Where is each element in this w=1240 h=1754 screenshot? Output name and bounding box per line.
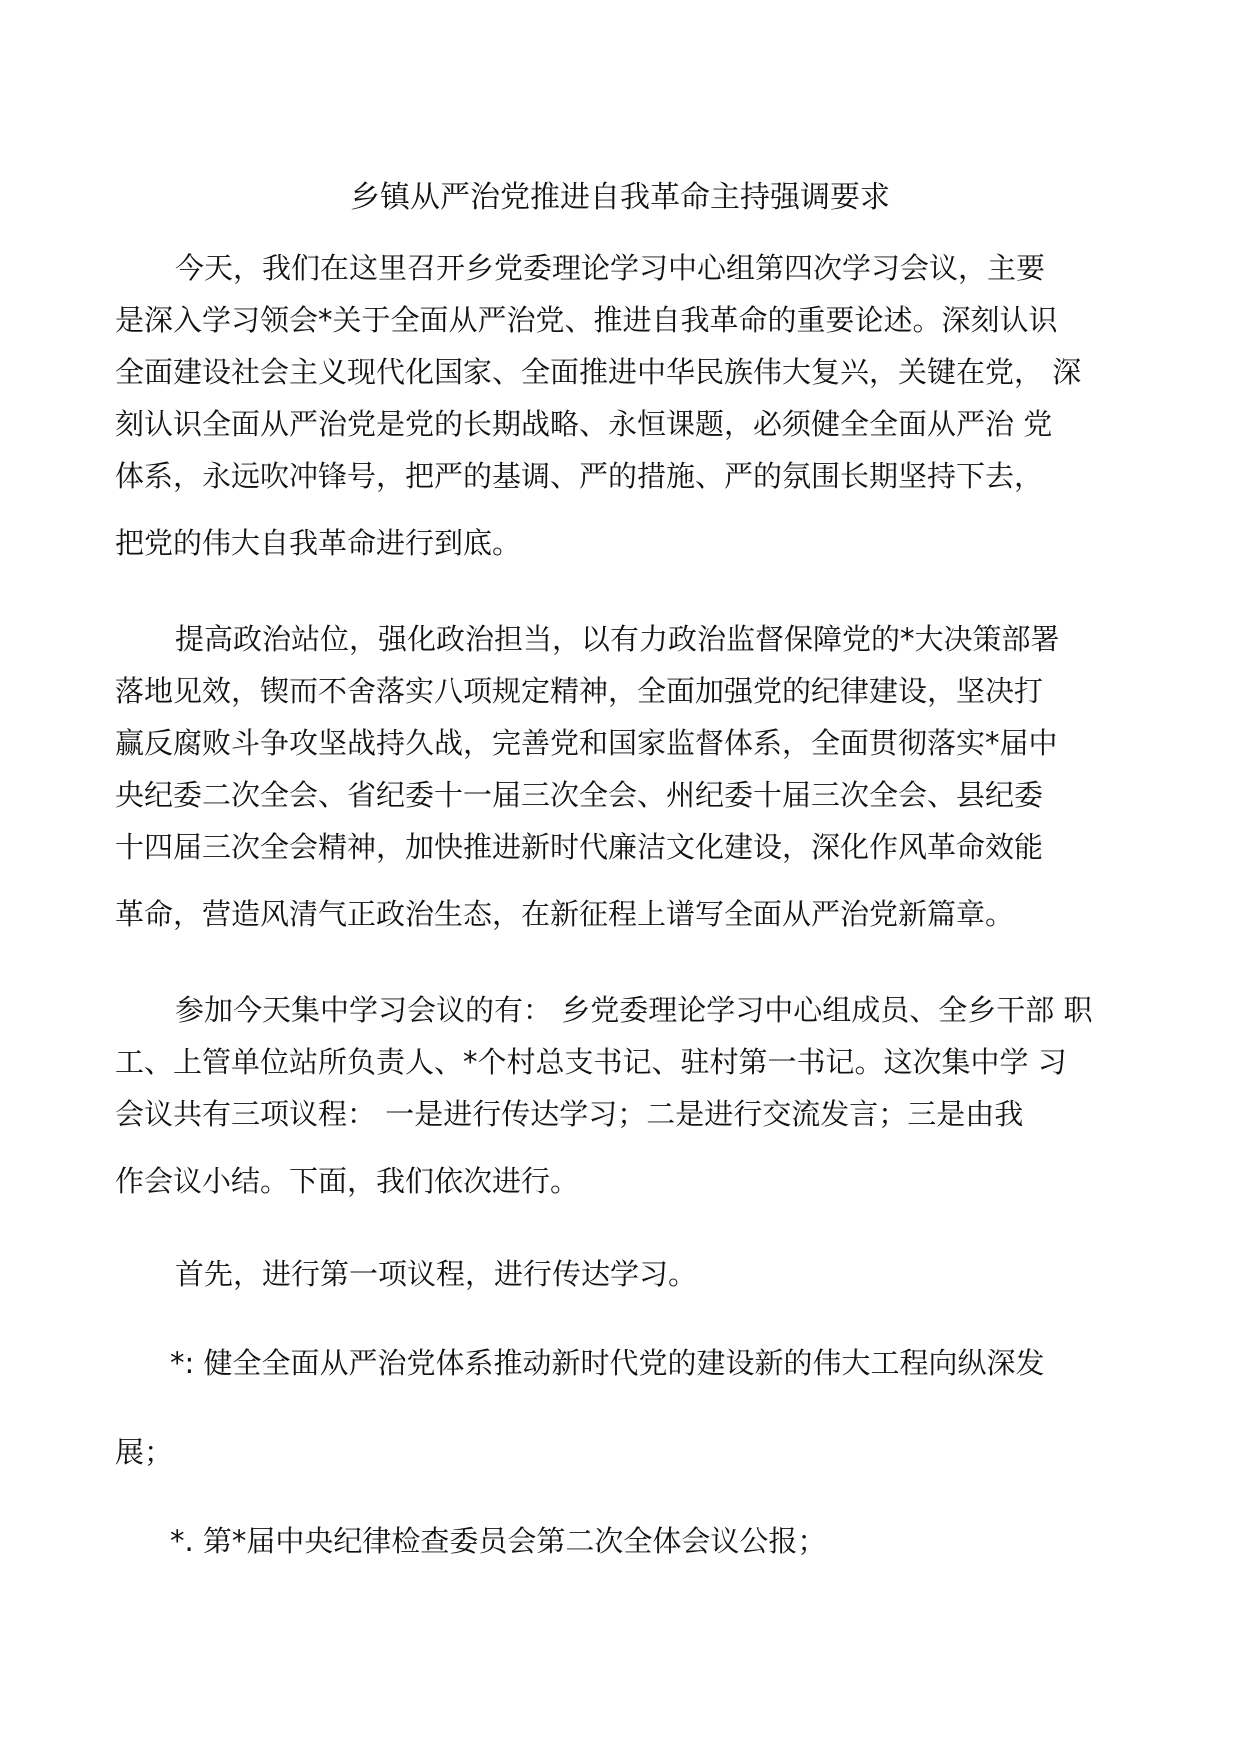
paragraph-3-line-2: 工、上管单位站所负责人、*个村总支书记、驻村第一书记。这次集中学 习 (115, 1045, 1067, 1079)
paragraph-2-line-1: 提高政治站位，强化政治担当，以有力政治监督保障党的*大决策部署 (175, 622, 1060, 656)
paragraph-3-line-4: 作会议小结。下面，我们依次进行。 (115, 1164, 580, 1198)
paragraph-4-line-1: 首先，进行第一项议程，进行传达学习。 (175, 1257, 698, 1291)
paragraph-2-line-4: 央纪委二次全会、省纪委十一届三次全会、州纪委十届三次全会、县纪委 (115, 778, 1044, 812)
agenda-item-1-line-2: 展； (115, 1435, 174, 1469)
paragraph-2-line-6: 革命，营造风清气正政治生态，在新征程上谱写全面从严治党新篇章。 (115, 897, 1015, 931)
paragraph-2-line-5: 十四届三次全会精神，加快推进新时代廉洁文化建设，深化作风革命效能 (115, 830, 1044, 864)
paragraph-1-line-1: 今天，我们在这里召开乡党委理论学习中心组第四次学习会议，主要 (175, 251, 1046, 285)
paragraph-1-line-3: 全面建设社会主义现代化国家、全面推进中华民族伟大复兴，关键在党， 深 (115, 355, 1082, 389)
paragraph-1-line-2: 是深入学习领会*关于全面从严治党、推进自我革命的重要论述。深刻认识 (115, 303, 1058, 337)
paragraph-3-line-1: 参加今天集中学习会议的有： 乡党委理论学习中心组成员、全乡干部 职 (175, 993, 1093, 1027)
paragraph-1-line-5: 体系，永远吹冲锋号，把严的基调、严的措施、严的氛围长期坚持下去， (115, 459, 1044, 493)
document-title: 乡镇从严治党推进自我革命主持强调要求 (350, 180, 890, 215)
paragraph-3-line-3: 会议共有三项议程： 一是进行传达学习；二是进行交流发言；三是由我 (115, 1097, 1024, 1131)
paragraph-1-line-4: 刻认识全面从严治党是党的长期战略、永恒课题，必须健全全面从严治 党 (115, 407, 1053, 441)
paragraph-2-line-3: 赢反腐败斗争攻坚战持久战，完善党和国家监督体系，全面贯彻落实*届中 (115, 726, 1058, 760)
paragraph-1-line-6: 把党的伟大自我革命进行到底。 (115, 526, 522, 560)
agenda-item-1-line-1: *: 健全全面从严治党体系推动新时代党的建设新的伟大工程向纵深发 (170, 1346, 1045, 1380)
paragraph-2-line-2: 落地见效，锲而不舍落实八项规定精神，全面加强党的纪律建设，坚决打 (115, 674, 1044, 708)
agenda-item-2-line-1: *. 第*届中央纪律检查委员会第二次全体会议公报； (170, 1524, 827, 1558)
